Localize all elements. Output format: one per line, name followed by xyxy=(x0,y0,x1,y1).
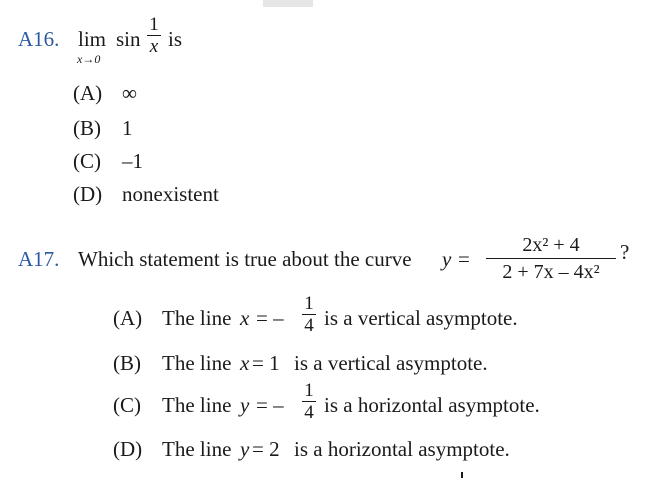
stem-tail: is xyxy=(168,27,183,51)
option-equals: = 2 xyxy=(252,437,280,461)
option-text: –1 xyxy=(122,149,143,173)
option-prefix: The line xyxy=(162,351,232,375)
option-equals: = – xyxy=(256,306,284,330)
curve-y-equals: y = xyxy=(442,247,471,271)
option-letter: (D) xyxy=(113,437,143,461)
fraction-numerator: 1 xyxy=(304,380,314,401)
option-letter: (D) xyxy=(73,182,103,206)
option-fraction xyxy=(302,294,316,335)
fraction-denominator: 4 xyxy=(304,315,314,337)
option-variable: x xyxy=(240,306,250,330)
option-suffix: is a horizontal asymptote. xyxy=(294,437,510,461)
option-text: ∞ xyxy=(122,81,137,105)
cursor-tick-mark xyxy=(461,472,463,478)
option-prefix: The line xyxy=(162,393,232,417)
lim-subscript: x→0 xyxy=(77,52,101,66)
fraction-denominator: x xyxy=(149,36,159,58)
question-mark: ? xyxy=(620,240,630,264)
fraction-numerator: 1 xyxy=(149,14,159,35)
question-number: A16. xyxy=(18,27,60,51)
option-letter: (B) xyxy=(73,116,101,140)
option-letter: (C) xyxy=(113,393,141,417)
option-variable: y xyxy=(240,393,250,417)
option-prefix: The line xyxy=(162,306,232,330)
option-variable: y xyxy=(240,437,250,461)
option-suffix: is a horizontal asymptote. xyxy=(324,393,540,417)
option-fraction xyxy=(302,381,316,422)
question-stem: Which statement is true about the curve xyxy=(78,247,412,271)
fraction-denominator: 2 + 7x – 4x² xyxy=(502,261,600,284)
option-equals: = – xyxy=(256,393,284,417)
sin-function: sin xyxy=(116,27,141,51)
fraction-denominator: 4 xyxy=(304,402,314,424)
lim-operator: lim xyxy=(78,27,107,51)
option-suffix: is a vertical asymptote. xyxy=(294,351,488,375)
option-prefix: The line xyxy=(162,437,232,461)
option-suffix: is a vertical asymptote. xyxy=(324,306,518,330)
option-letter: (A) xyxy=(113,306,143,330)
option-text: nonexistent xyxy=(122,182,219,206)
fraction-bar xyxy=(486,258,616,259)
curve-fraction xyxy=(486,235,616,282)
fraction-numerator: 2x² + 4 xyxy=(522,234,580,256)
option-letter: (A) xyxy=(73,81,103,105)
fraction-numerator: 1 xyxy=(304,293,314,314)
option-variable: x xyxy=(240,351,250,375)
option-letter: (B) xyxy=(113,351,141,375)
top-scroll-shade xyxy=(263,0,313,7)
fraction-one-over-x xyxy=(147,15,161,56)
option-equals: = 1 xyxy=(252,351,280,375)
question-number: A17. xyxy=(18,247,60,271)
option-letter: (C) xyxy=(73,149,101,173)
option-text: 1 xyxy=(122,116,133,140)
